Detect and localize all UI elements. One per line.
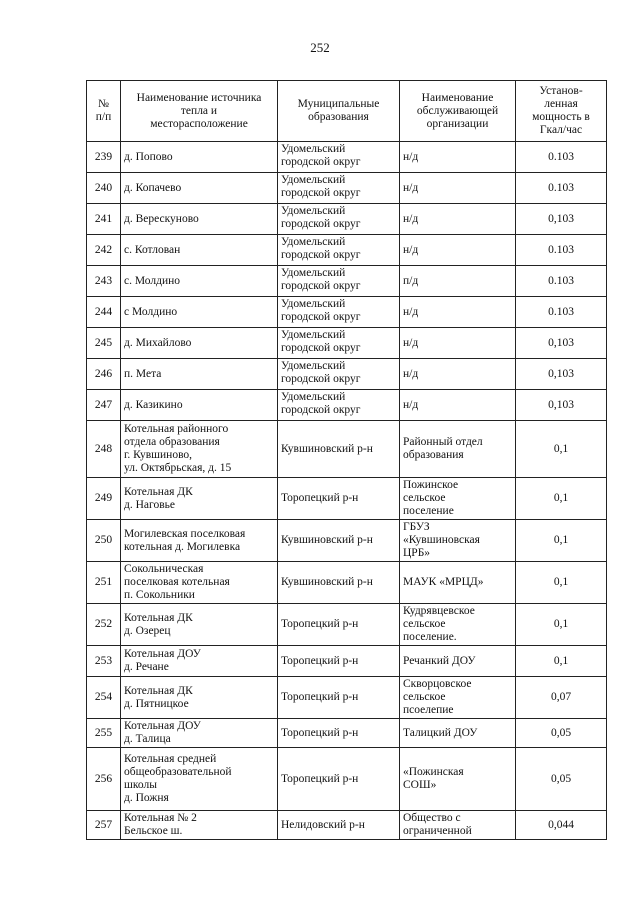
row-source-name: Сокольническая поселковая котельная п. Сокольники xyxy=(121,562,278,604)
header-municipality: Муниципальные образования xyxy=(278,81,400,142)
row-organization: Талицкий ДОУ xyxy=(400,719,516,748)
row-organization: Скворцовское сельское псоелепие xyxy=(400,677,516,719)
row-source-name: д. Казикино xyxy=(121,390,278,421)
row-organization: н/д xyxy=(400,204,516,235)
row-municipality: Удомельский городской округ xyxy=(278,235,400,266)
table-row xyxy=(87,421,607,478)
row-source-name: Котельная ДОУ д. Речане xyxy=(121,646,278,677)
table-header xyxy=(87,81,607,142)
row-source-name: Котельная средней общеобразовательной школы д. Пожня xyxy=(121,748,278,811)
row-municipality: Торопецкий р-н xyxy=(278,646,400,677)
row-municipality: Удомельский городской округ xyxy=(278,266,400,297)
header-source-name: Наименование источника тепла и месторасположение xyxy=(121,81,278,142)
heat-sources-table xyxy=(86,80,607,840)
row-organization: «Пожинская СОШ» xyxy=(400,748,516,811)
row-organization: н/д xyxy=(400,390,516,421)
row-source-name: с Молдино xyxy=(121,297,278,328)
row-number: 240 xyxy=(87,173,121,204)
row-number: 257 xyxy=(87,811,121,840)
row-municipality: Удомельский городской округ xyxy=(278,328,400,359)
row-organization: Общество с ограниченной xyxy=(400,811,516,840)
row-municipality: Торопецкий р-н xyxy=(278,604,400,646)
table-row xyxy=(87,811,607,840)
row-municipality: Удомельский городской округ xyxy=(278,173,400,204)
row-number: 253 xyxy=(87,646,121,677)
row-power: 0.103 xyxy=(516,142,607,173)
row-number: 243 xyxy=(87,266,121,297)
row-power: 0,1 xyxy=(516,646,607,677)
table-row xyxy=(87,677,607,719)
row-source-name: Котельная ДК д. Наговье xyxy=(121,478,278,520)
row-municipality: Удомельский городской округ xyxy=(278,359,400,390)
row-number: 249 xyxy=(87,478,121,520)
row-number: 248 xyxy=(87,421,121,478)
row-source-name: д. Михайлово xyxy=(121,328,278,359)
header-number: № п/п xyxy=(87,81,121,142)
row-power: 0.103 xyxy=(516,297,607,328)
row-organization: Пожинское сельское поселение xyxy=(400,478,516,520)
row-power: 0,05 xyxy=(516,719,607,748)
row-source-name: Могилевская поселковая котельная д. Могилевка xyxy=(121,520,278,562)
row-organization: ГБУЗ «Кувшиновская ЦРБ» xyxy=(400,520,516,562)
row-organization: п/д xyxy=(400,266,516,297)
row-source-name: с. Котлован xyxy=(121,235,278,266)
row-number: 255 xyxy=(87,719,121,748)
row-organization: н/д xyxy=(400,173,516,204)
table-row xyxy=(87,266,607,297)
row-municipality: Удомельский городской округ xyxy=(278,390,400,421)
row-municipality: Кувшиновский р-н xyxy=(278,520,400,562)
row-number: 239 xyxy=(87,142,121,173)
row-source-name: Котельная районного отдела образования г. Кувшиново, ул. Октябрьская, д. 15 xyxy=(121,421,278,478)
row-number: 245 xyxy=(87,328,121,359)
row-power: 0.103 xyxy=(516,266,607,297)
table-row xyxy=(87,328,607,359)
row-power: 0,103 xyxy=(516,328,607,359)
row-organization: Речанкий ДОУ xyxy=(400,646,516,677)
row-municipality: Торопецкий р-н xyxy=(278,478,400,520)
row-power: 0,05 xyxy=(516,748,607,811)
row-municipality: Торопецкий р-н xyxy=(278,748,400,811)
table-row xyxy=(87,478,607,520)
row-number: 250 xyxy=(87,520,121,562)
row-source-name: п. Мета xyxy=(121,359,278,390)
table-row xyxy=(87,604,607,646)
page-number: 252 xyxy=(310,40,330,55)
row-organization: н/д xyxy=(400,142,516,173)
row-power: 0,1 xyxy=(516,478,607,520)
row-source-name: с. Молдино xyxy=(121,266,278,297)
row-power: 0,1 xyxy=(516,520,607,562)
row-power: 0,103 xyxy=(516,390,607,421)
row-municipality: Кувшиновский р-н xyxy=(278,421,400,478)
row-municipality: Удомельский городской округ xyxy=(278,204,400,235)
header-organization: Наименование обслуживающей организации xyxy=(400,81,516,142)
table-row xyxy=(87,173,607,204)
row-number: 251 xyxy=(87,562,121,604)
row-municipality: Нелидовский р-н xyxy=(278,811,400,840)
row-organization: Районный отдел образования xyxy=(400,421,516,478)
row-municipality: Торопецкий р-н xyxy=(278,677,400,719)
row-power: 0,1 xyxy=(516,421,607,478)
row-organization: н/д xyxy=(400,235,516,266)
row-power: 0,103 xyxy=(516,359,607,390)
row-number: 254 xyxy=(87,677,121,719)
row-power: 0.103 xyxy=(516,173,607,204)
row-power: 0.103 xyxy=(516,235,607,266)
table-row xyxy=(87,719,607,748)
row-municipality: Удомельский городской округ xyxy=(278,142,400,173)
row-number: 242 xyxy=(87,235,121,266)
row-number: 241 xyxy=(87,204,121,235)
table-body xyxy=(87,142,607,840)
row-source-name: д. Копачево xyxy=(121,173,278,204)
row-source-name: Котельная ДК д. Пятницкое xyxy=(121,677,278,719)
row-source-name: Котельная ДК д. Озерец xyxy=(121,604,278,646)
row-power: 0,07 xyxy=(516,677,607,719)
table-row xyxy=(87,142,607,173)
row-municipality: Торопецкий р-н xyxy=(278,719,400,748)
table-row xyxy=(87,235,607,266)
row-organization: МАУК «МРЦД» xyxy=(400,562,516,604)
row-power: 0,1 xyxy=(516,562,607,604)
row-number: 246 xyxy=(87,359,121,390)
row-number: 244 xyxy=(87,297,121,328)
table-row xyxy=(87,390,607,421)
header-power: Установ- ленная мощность в Гкал/час xyxy=(516,81,607,142)
table-row xyxy=(87,297,607,328)
row-source-name: Котельная № 2 Бельское ш. xyxy=(121,811,278,840)
row-organization: н/д xyxy=(400,297,516,328)
table-row xyxy=(87,359,607,390)
row-power: 0,044 xyxy=(516,811,607,840)
table-row xyxy=(87,562,607,604)
row-power: 0,103 xyxy=(516,204,607,235)
table-row xyxy=(87,748,607,811)
row-number: 247 xyxy=(87,390,121,421)
row-organization: н/д xyxy=(400,359,516,390)
table-row xyxy=(87,646,607,677)
row-power: 0,1 xyxy=(516,604,607,646)
row-number: 252 xyxy=(87,604,121,646)
table-row xyxy=(87,204,607,235)
row-number: 256 xyxy=(87,748,121,811)
row-source-name: д. Попово xyxy=(121,142,278,173)
row-organization: Кудрявцевское сельское поселение. xyxy=(400,604,516,646)
row-municipality: Удомельский городской округ xyxy=(278,297,400,328)
table-row xyxy=(87,520,607,562)
row-source-name: Котельная ДОУ д. Талица xyxy=(121,719,278,748)
row-source-name: д. Верескуново xyxy=(121,204,278,235)
row-municipality: Кувшиновский р-н xyxy=(278,562,400,604)
row-organization: н/д xyxy=(400,328,516,359)
